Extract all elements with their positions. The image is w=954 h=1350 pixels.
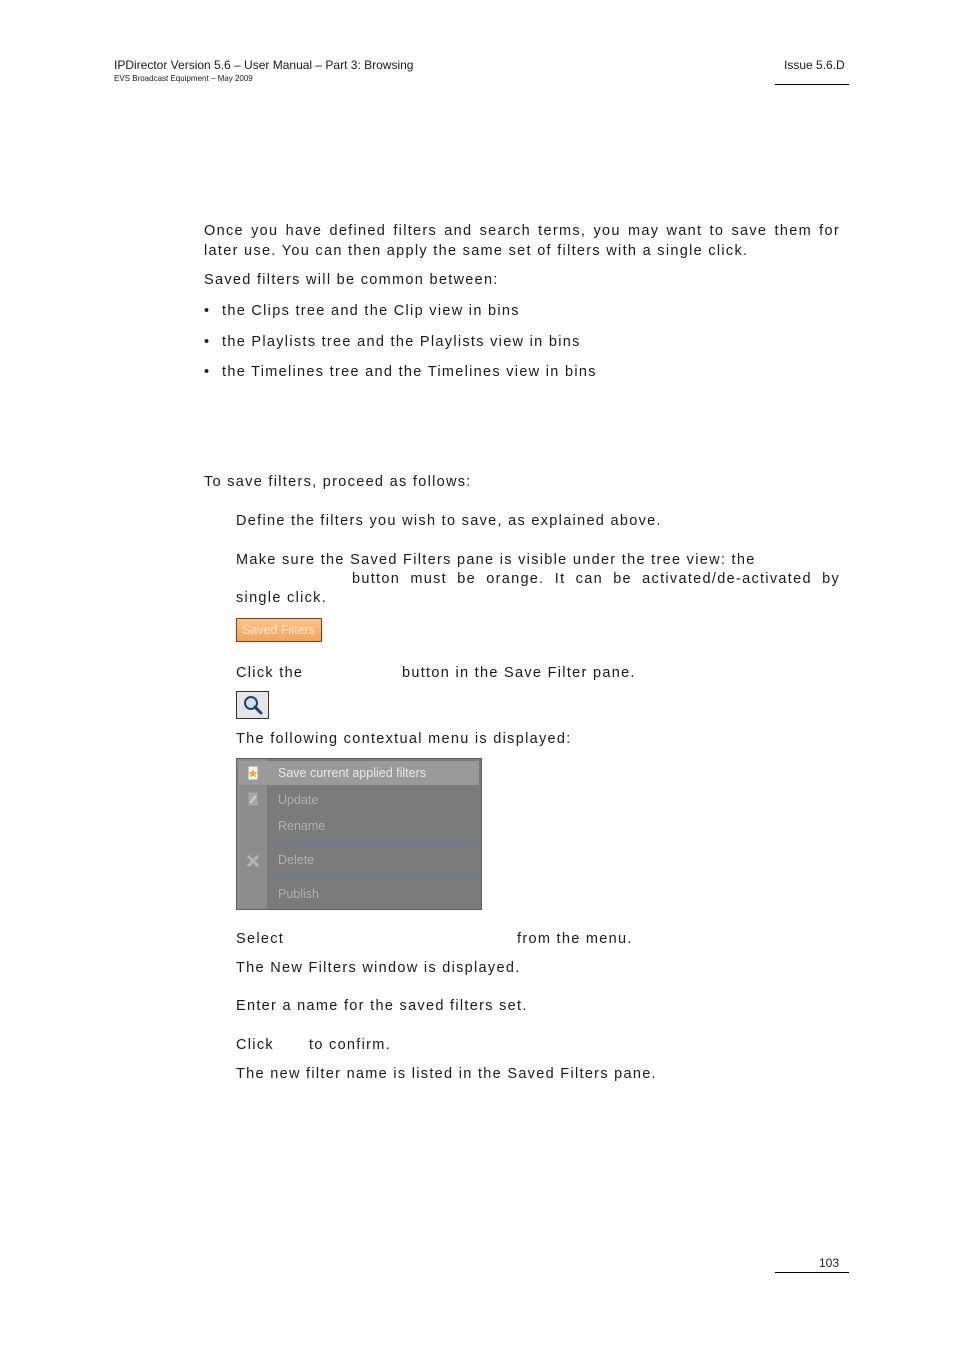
page-number: 103 [819,1256,840,1270]
delete-icon [245,853,261,869]
save-filter-icon [245,765,261,781]
update-icon [245,791,261,807]
step-3-post: button in the Save Filter pane. [402,665,636,681]
step-6: The New Filters window is displayed. [236,960,521,976]
magnifier-icon [237,692,268,718]
header-subtitle: EVS Broadcast Equipment – May 2009 [114,74,253,83]
menu-item-save-current[interactable]: Save current applied filters [278,766,426,780]
bullet-text: the Timelines tree and the Timelines view in bins [222,364,597,380]
step-2-line-2: button must be orange. It can be activated/de-activated by [352,571,840,587]
step-4: The following contextual menu is displayed: [236,731,572,747]
menu-item-publish[interactable]: Publish [278,887,319,901]
step-8-post: to confirm. [309,1037,391,1053]
step-2-line-3: single click. [236,590,328,606]
search-filter-button[interactable] [236,691,269,719]
step-3-pre: Click the [236,665,304,681]
menu-separator [275,877,479,878]
intro-line-1: Once you have defined filters and search terms, you may want to save them for [204,223,840,239]
step-5-pre: Select [236,931,285,947]
context-menu [236,758,482,910]
bullet-item [204,332,581,352]
menu-item-delete[interactable]: Delete [278,853,315,867]
step-7: Enter a name for the saved filters set. [236,998,528,1014]
step-8-pre: Click [236,1037,274,1053]
bullet-item [204,362,597,382]
step-2-line-1: Make sure the Saved Filters pane is visible under the tree view: the [236,552,756,568]
saved-filters-button[interactable]: Saved Filters [236,618,322,642]
intro-line-2: later use. You can then apply the same set of filters with a single click. [204,243,749,259]
header-title: IPDirector Version 5.6 – User Manual – Part 3: Browsing [114,58,414,72]
bullet-icon: • [204,364,211,380]
bullet-text: the Clips tree and the Clip view in bins [222,303,520,319]
step-1: Define the filters you wish to save, as explained above. [236,513,662,529]
step-9: The new filter name is listed in the Saved Filters pane. [236,1066,657,1082]
bullet-icon: • [204,303,211,319]
menu-item-update[interactable]: Update [278,793,319,807]
step-5-post: from the menu. [517,931,633,947]
header-rule [775,84,849,85]
procedure-intro: To save filters, proceed as follows: [204,474,472,490]
bullet-item [204,301,520,321]
footer-rule [775,1272,849,1273]
menu-item-rename[interactable]: Rename [278,819,326,833]
header-issue: Issue 5.6.D [784,58,845,72]
bullet-icon: • [204,334,211,350]
bullet-text: the Playlists tree and the Playlists view in bins [222,334,581,350]
menu-separator [275,843,479,844]
intro-common: Saved filters will be common between: [204,272,499,288]
